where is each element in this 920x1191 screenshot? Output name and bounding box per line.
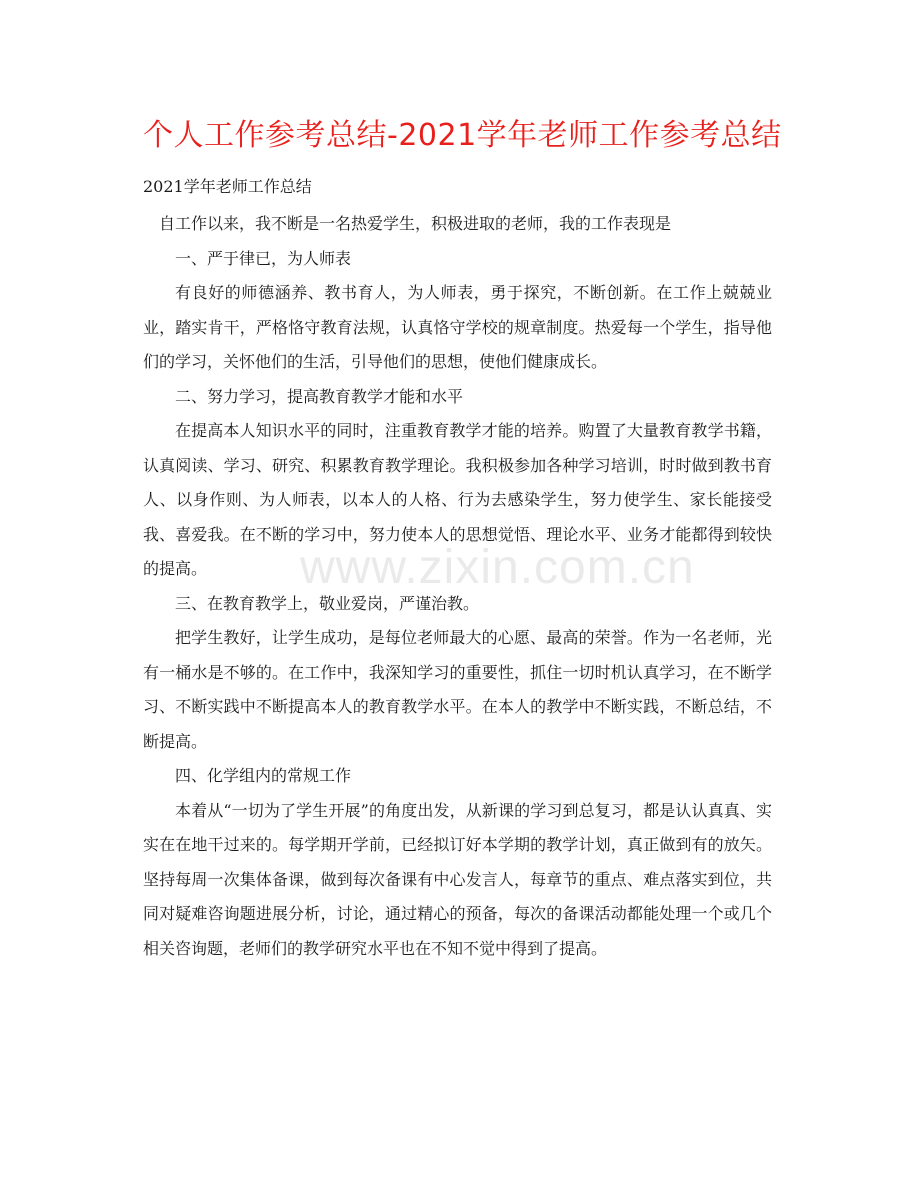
section-body-3: 把学生教好，让学生成功，是每位老师最大的心愿、最高的荣誉。作为一名老师，光有一桶水是不够的。在工作中，我深知学习的重要性，抓住一切时机认真学习，在不断学习、不断实践中不断提高本人的教育教学水平。在本人的教学中不断实践，不断总结，不断提高。 — [143, 628, 772, 751]
document-subtitle: 2021学年老师工作总结 — [143, 177, 312, 196]
section-heading-4: 四、化学组内的常规工作 — [175, 766, 352, 785]
section-body-2: 在提高本人知识水平的同时，注重教育教学才能的培养。购置了大量教育教学书籍，认真阅读、学习、研究、积累教育教学理论。我积极参加各种学习培训，时时做到教书育人、以身作则、为人师表，以本人的人格、行为去感染学生，努力使学生、家长能接受我、喜爱我。在不断的学习中，努力使本人的思想觉悟、理论水平、业务才能都得到较快的提高。 — [143, 421, 772, 578]
section-heading-2: 二、努力学习，提高教育教学才能和水平 — [175, 386, 464, 406]
section-heading-3: 三、在教育教学上，敬业爱岗，严谨治教。 — [175, 593, 480, 613]
watermark: www.zixin.com.cn — [300, 541, 695, 594]
intro-paragraph: 自工作以来，我不断是一名热爱学生，积极进取的老师，我的工作表现是 — [159, 214, 672, 233]
document-title: 个人工作参考总结-2021学年老师工作参考总结 — [143, 118, 782, 153]
section-body-4: 本着从“一切为了学生开展”的角度出发，从新课的学习到总复习，都是认认真真、实实在在地干过来的。每学期开学前，已经拟订好本学期的教学计划，真正做到有的放矢。坚持每周一次集体备课，做到每次备课有中心发言人，每章节的重点、难点落实到位，共同对疑难咨询题进展分析，讨论，通过精心的预备，每次的备课活动都能处理一个或几个相关咨询题，老师们的教学研究水平也在不知不觉中得到了提高。 — [143, 800, 772, 958]
section-heading-1: 一、严于律已，为人师表 — [175, 248, 352, 268]
section-body-1: 有良好的师德涵养、教书育人，为人师表，勇于探究，不断创新。在工作上兢兢业业，踏实肯干，严格恪守教育法规，认真恪守学校的规章制度。热爱每一个学生，指导他们的学习，关怀他们的生活，引导他们的思想，使他们健康成长。 — [143, 283, 772, 371]
